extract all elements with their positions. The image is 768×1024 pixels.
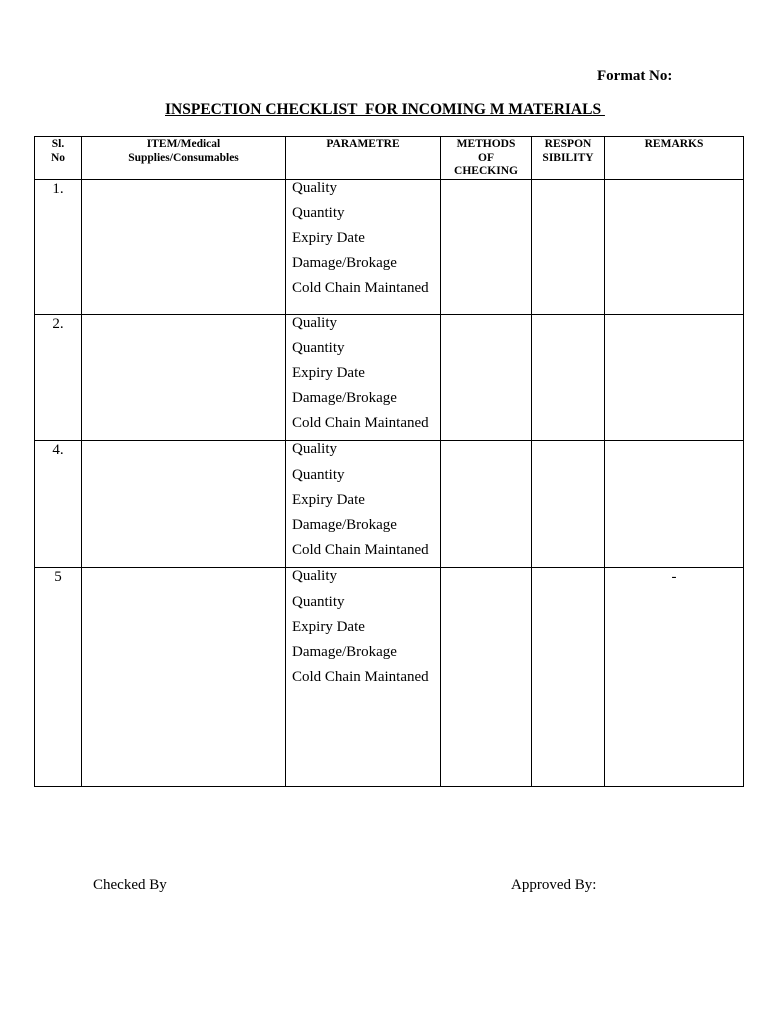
parameter-cell xyxy=(286,179,441,314)
methods-cell xyxy=(441,314,532,441)
column-header-remarks: REMARKS xyxy=(605,137,744,180)
format-number-label: Format No: xyxy=(597,68,673,84)
parameter-item: Damage/Brokage xyxy=(292,517,397,533)
parameter-item: Damage/Brokage xyxy=(292,643,397,660)
responsibility-cell xyxy=(532,568,605,787)
table-row xyxy=(35,441,744,568)
column-header-sl-no: Sl. No xyxy=(35,137,82,180)
responsibility-cell xyxy=(532,314,605,441)
methods-cell xyxy=(441,568,532,787)
parameter-item: Expiry Date xyxy=(292,229,365,246)
item-cell xyxy=(82,568,286,787)
parameter-item: Cold Chain Maintaned xyxy=(292,542,429,559)
sl-no-cell: 4. xyxy=(35,441,82,568)
parameter-item: Expiry Date xyxy=(292,618,365,635)
parameter-item: Cold Chain Maintaned xyxy=(292,415,429,432)
table-header-row xyxy=(35,137,744,180)
table-row xyxy=(35,568,744,787)
parameter-item: Quality xyxy=(292,314,337,331)
table-row xyxy=(35,179,744,314)
remarks-cell: - xyxy=(605,568,744,787)
sl-no-cell: 1. xyxy=(35,179,82,314)
checked-by-label: Checked By xyxy=(93,877,167,893)
remarks-cell xyxy=(605,179,744,314)
document-title: INSPECTION CHECKLIST FOR INCOMING M MATERIALS xyxy=(165,101,605,118)
column-header-parameter: PARAMETRE xyxy=(286,137,441,180)
parameter-item: Quality xyxy=(292,441,337,458)
approved-by-label: Approved By: xyxy=(511,877,597,893)
parameter-item: Quantity xyxy=(292,466,345,483)
parameter-item: Cold Chain Maintaned xyxy=(292,669,429,686)
column-header-responsibility: RESPON SIBILITY xyxy=(532,137,605,180)
item-cell xyxy=(82,441,286,568)
item-cell xyxy=(82,314,286,441)
responsibility-cell xyxy=(532,179,605,314)
column-header-methods: METHODS OF CHECKING xyxy=(441,137,532,180)
methods-cell xyxy=(441,179,532,314)
item-cell xyxy=(82,179,286,314)
parameter-item: Cold Chain Maintaned xyxy=(292,280,429,297)
parameter-item: Quantity xyxy=(292,204,345,221)
parameter-item: Quantity xyxy=(292,339,345,356)
table-row xyxy=(35,314,744,441)
parameter-cell xyxy=(286,568,441,787)
column-header-item: ITEM/Medical Supplies/Consumables xyxy=(82,137,286,180)
sl-no-cell: 5 xyxy=(35,568,82,787)
methods-cell xyxy=(441,441,532,568)
parameter-item: Quantity xyxy=(292,593,345,610)
parameter-item: Quality xyxy=(292,179,337,196)
responsibility-cell xyxy=(532,441,605,568)
inspection-checklist-table xyxy=(34,136,744,787)
remarks-cell xyxy=(605,314,744,441)
sl-no-cell: 2. xyxy=(35,314,82,441)
parameter-cell xyxy=(286,441,441,568)
parameter-item: Expiry Date xyxy=(292,491,365,508)
parameter-item: Damage/Brokage xyxy=(292,390,397,407)
remarks-cell xyxy=(605,441,744,568)
parameter-item: Quality xyxy=(292,568,337,585)
parameter-cell xyxy=(286,314,441,441)
parameter-item: Expiry Date xyxy=(292,364,365,381)
parameter-item: Damage/Brokage xyxy=(292,255,397,272)
